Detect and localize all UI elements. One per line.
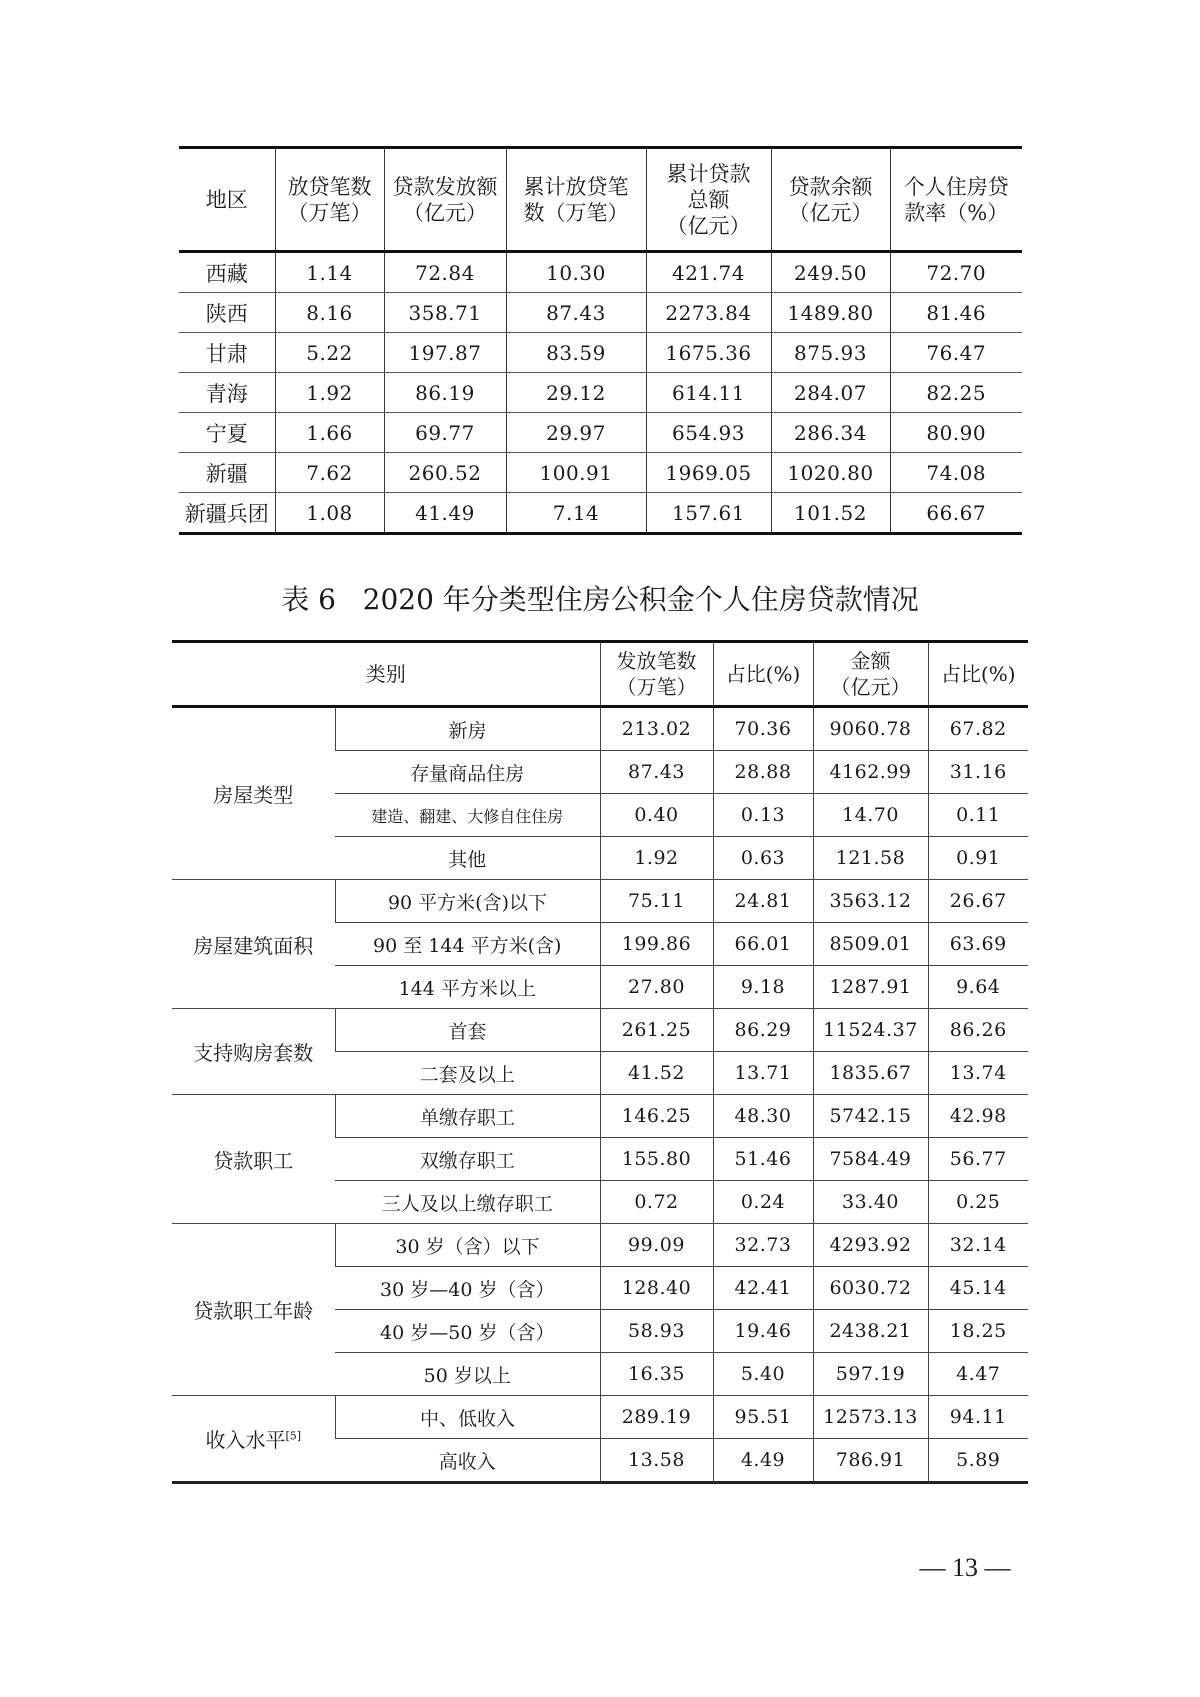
group-label: 贷款职工年龄 [172,1224,335,1396]
value-cell: 1675.36 [646,333,771,373]
value-cell: 4162.99 [813,751,928,794]
header-amount: 金额 （亿元） [813,642,928,707]
value-cell: 24.81 [713,880,813,923]
value-cell: 12573.13 [813,1396,928,1439]
value-cell: 0.13 [713,794,813,837]
value-cell: 70.36 [713,707,813,751]
value-cell: 58.93 [600,1310,713,1353]
value-cell: 27.80 [600,966,713,1009]
value-cell: 7.62 [275,453,384,493]
row-label: 二套及以上 [335,1052,600,1095]
region-cell: 青海 [179,373,275,413]
value-cell: 1.66 [275,413,384,453]
value-cell: 32.73 [713,1224,813,1267]
value-cell: 9.64 [928,966,1028,1009]
value-cell: 72.84 [384,252,506,293]
header-loan-rate: 个人住房贷 款率（%） [890,148,1022,252]
value-cell: 421.74 [646,252,771,293]
value-cell: 7.14 [506,493,646,534]
loan-type-table [172,640,1028,1484]
header-amount-pct: 占比(%) [928,642,1028,707]
value-cell: 80.90 [890,413,1022,453]
value-cell: 1.14 [275,252,384,293]
value-cell: 614.11 [646,373,771,413]
value-cell: 155.80 [600,1138,713,1181]
row-label: 144 平方米以上 [335,966,600,1009]
table-row [172,1095,1028,1138]
value-cell: 284.07 [771,373,890,413]
value-cell: 26.67 [928,880,1028,923]
value-cell: 18.25 [928,1310,1028,1353]
value-cell: 100.91 [506,453,646,493]
region-cell: 新疆 [179,453,275,493]
group-label: 贷款职工 [172,1095,335,1224]
region-cell: 宁夏 [179,413,275,453]
header-cumulative-amount: 累计贷款 总额 （亿元） [646,148,771,252]
value-cell: 29.12 [506,373,646,413]
table-row [179,453,1022,493]
value-cell: 249.50 [771,252,890,293]
value-cell: 0.91 [928,837,1028,880]
header-count: 发放笔数 （万笔） [600,642,713,707]
value-cell: 69.77 [384,413,506,453]
row-label: 90 平方米(含)以下 [335,880,600,923]
value-cell: 289.19 [600,1396,713,1439]
table-row [172,1396,1028,1439]
value-cell: 597.19 [813,1353,928,1396]
value-cell: 1287.91 [813,966,928,1009]
value-cell: 48.30 [713,1095,813,1138]
value-cell: 4.47 [928,1353,1028,1396]
value-cell: 11524.37 [813,1009,928,1052]
row-label: 建造、翻建、大修自住住房 [335,794,600,837]
value-cell: 10.30 [506,252,646,293]
value-cell: 5742.15 [813,1095,928,1138]
table-header-row [179,148,1022,252]
row-label: 30 岁（含）以下 [335,1224,600,1267]
value-cell: 7584.49 [813,1138,928,1181]
row-label: 中、低收入 [335,1396,600,1439]
value-cell: 87.43 [506,293,646,333]
header-loan-count: 放贷笔数 （万笔） [275,148,384,252]
value-cell: 1.92 [275,373,384,413]
row-label: 存量商品住房 [335,751,600,794]
value-cell: 260.52 [384,453,506,493]
value-cell: 0.40 [600,794,713,837]
value-cell: 1.08 [275,493,384,534]
value-cell: 213.02 [600,707,713,751]
value-cell: 0.25 [928,1181,1028,1224]
value-cell: 1020.80 [771,453,890,493]
value-cell: 72.70 [890,252,1022,293]
row-label: 高收入 [438,1450,496,1473]
row-label: 首套 [335,1009,600,1052]
value-cell: 66.67 [890,493,1022,534]
value-cell: 76.47 [890,333,1022,373]
value-cell: 86.19 [384,373,506,413]
table-row [172,1224,1028,1267]
table-row [172,707,1028,751]
page-number: — 13 — [919,1553,1011,1582]
table-row [179,373,1022,413]
table-row [179,413,1022,453]
value-cell: 75.11 [600,880,713,923]
value-cell: 0.72 [600,1181,713,1224]
value-cell: 42.98 [928,1095,1028,1138]
value-cell: 28.88 [713,751,813,794]
value-cell: 197.87 [384,333,506,373]
value-cell: 1835.67 [813,1052,928,1095]
group-label: 支持购房套数 [172,1009,335,1095]
value-cell: 13.71 [713,1052,813,1095]
value-cell: 81.46 [890,293,1022,333]
row-label: 双缴存职工 [335,1138,600,1181]
value-cell: 13.74 [928,1052,1028,1095]
header-cumulative-count: 累计放贷笔 数（万笔） [506,148,646,252]
value-cell: 0.11 [928,794,1028,837]
value-cell: 56.77 [928,1138,1028,1181]
value-cell: 42.41 [713,1267,813,1310]
value-cell: 0.63 [713,837,813,880]
table-row [172,1009,1028,1052]
header-count-pct: 占比(%) [713,642,813,707]
value-cell: 358.71 [384,293,506,333]
table-header-row [172,642,1028,707]
value-cell: 9060.78 [813,707,928,751]
group-label: 房屋类型 [172,707,335,880]
table-row [179,493,1022,534]
row-label: 50 岁以上 [335,1353,600,1396]
value-cell: 41.49 [384,493,506,534]
value-cell: 6030.72 [813,1267,928,1310]
value-cell: 31.16 [928,751,1028,794]
value-cell: 19.46 [713,1310,813,1353]
value-cell: 261.25 [600,1009,713,1052]
row-label: 单缴存职工 [335,1095,600,1138]
value-cell: 41.52 [600,1052,713,1095]
value-cell: 1.92 [600,837,713,880]
value-cell: 8509.01 [813,923,928,966]
value-cell: 2273.84 [646,293,771,333]
group-label: 房屋建筑面积 [172,880,335,1009]
row-label: 40 岁—50 岁（含） [335,1310,600,1353]
region-cell: 甘肃 [179,333,275,373]
row-label: 三人及以上缴存职工 [335,1181,600,1224]
table-title-text: 2020 年分类型住房公积金个人住房贷款情况 [362,583,919,616]
value-cell: 63.69 [928,923,1028,966]
group-label: 收入水平[5] [172,1396,335,1483]
value-cell: 4.49 [713,1439,813,1483]
value-cell: 654.93 [646,413,771,453]
value-cell: 86.26 [928,1009,1028,1052]
value-cell: 45.14 [928,1267,1028,1310]
value-cell: 32.14 [928,1224,1028,1267]
table-row [179,293,1022,333]
value-cell: 121.58 [813,837,928,880]
row-label: 30 岁—40 岁（含） [335,1267,600,1310]
value-cell: 199.86 [600,923,713,966]
value-cell: 5.22 [275,333,384,373]
region-cell: 新疆兵团 [184,501,269,526]
value-cell: 3563.12 [813,880,928,923]
region-cell: 陕西 [179,293,275,333]
header-loan-amount: 贷款发放额 （亿元） [384,148,506,252]
row-label: 90 至 144 平方米(含) [335,923,600,966]
table-row [179,252,1022,293]
table-row [179,333,1022,373]
value-cell: 99.09 [600,1224,713,1267]
value-cell: 4293.92 [813,1224,928,1267]
value-cell: 5.40 [713,1353,813,1396]
value-cell: 66.01 [713,923,813,966]
value-cell: 94.11 [928,1396,1028,1439]
row-label: 其他 [335,837,600,880]
value-cell: 86.29 [713,1009,813,1052]
value-cell: 5.89 [928,1439,1028,1483]
value-cell: 74.08 [890,453,1022,493]
value-cell: 33.40 [813,1181,928,1224]
footnote-ref: [5] [285,1429,302,1443]
value-cell: 1489.80 [771,293,890,333]
value-cell: 87.43 [600,751,713,794]
value-cell: 51.46 [713,1138,813,1181]
value-cell: 67.82 [928,707,1028,751]
row-label: 新房 [335,707,600,751]
value-cell: 9.18 [713,966,813,1009]
value-cell: 875.93 [771,333,890,373]
value-cell: 83.59 [506,333,646,373]
value-cell: 157.61 [646,493,771,534]
header-region: 地区 [179,148,275,252]
value-cell: 286.34 [771,413,890,453]
value-cell: 95.51 [713,1396,813,1439]
value-cell: 786.91 [813,1439,928,1483]
value-cell: 82.25 [890,373,1022,413]
value-cell: 8.16 [275,293,384,333]
header-loan-balance: 贷款余额 （亿元） [771,148,890,252]
value-cell: 16.35 [600,1353,713,1396]
value-cell: 2438.21 [813,1310,928,1353]
table-title [0,582,1200,618]
header-category: 类别 [172,642,600,707]
region-cell: 西藏 [179,252,275,293]
value-cell: 29.97 [506,413,646,453]
value-cell: 1969.05 [646,453,771,493]
value-cell: 14.70 [813,794,928,837]
table-number: 表 6 [281,583,336,616]
table-row [172,880,1028,923]
value-cell: 146.25 [600,1095,713,1138]
regional-loan-table [179,146,1022,535]
value-cell: 13.58 [600,1439,713,1483]
value-cell: 0.24 [713,1181,813,1224]
value-cell: 101.52 [771,493,890,534]
value-cell: 128.40 [600,1267,713,1310]
